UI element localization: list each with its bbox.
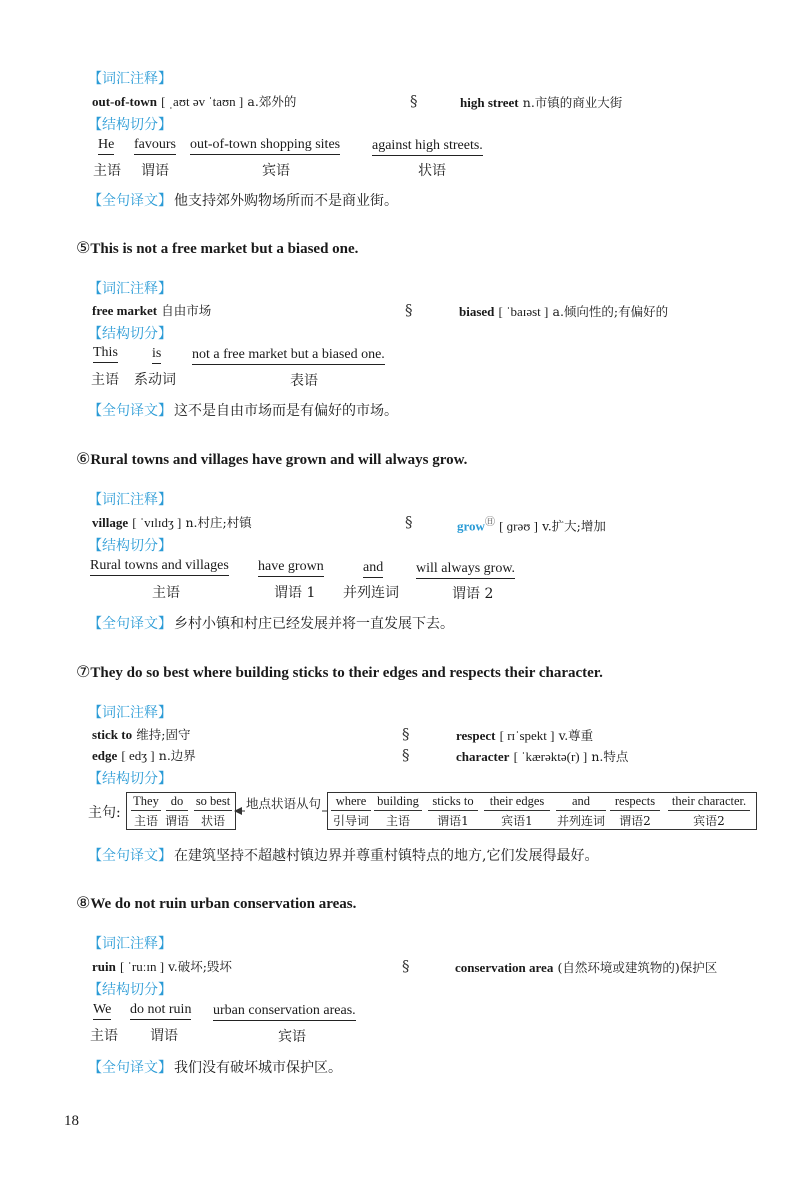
role-label: 谓语 (141, 163, 169, 179)
vocab-entry-ruin (92, 957, 232, 975)
vocab-label-4: 【词汇注释】 (88, 71, 172, 87)
vocab-ipa: [ rɪˈspekt ] (499, 728, 555, 743)
clause-cell-text: their edges (489, 794, 545, 808)
vocab-ipa: [ edʒ ] (121, 748, 155, 763)
sentence-number: ⑥ (76, 449, 91, 468)
page-number: 18 (64, 1113, 79, 1129)
main-cell-role: 主语 (133, 814, 158, 828)
vocab-entry-free-market (92, 301, 211, 319)
vocab-entry-respect (456, 726, 593, 744)
vocab-word: stick to (92, 727, 133, 742)
translation-7 (88, 845, 598, 865)
underline (556, 810, 606, 811)
clause-cell-text: respects (614, 794, 656, 808)
sentence-text: Rural towns and villages have grown and will always grow. (90, 452, 468, 468)
sentence-number: ⑧ (76, 893, 91, 912)
role-label: 主语 (90, 1028, 118, 1044)
role-label: 谓语 (150, 1028, 178, 1044)
separator-icon: § (410, 92, 418, 110)
vocab-definition: n.市镇的商业大街 (522, 95, 623, 110)
clause-cell-text: building (377, 794, 419, 808)
vocab-ipa: [ ˈbaɪəst ] (498, 304, 549, 319)
vocab-definition: n.特点 (591, 749, 629, 764)
translation-text: 这不是自由市场而是有偏好的市场。 (174, 403, 398, 419)
sentence-number: ⑤ (76, 238, 91, 257)
clause-cell-text: sticks to (432, 794, 474, 808)
translation-label: 【全句译文】 (88, 616, 172, 632)
translation-8 (88, 1057, 342, 1077)
structure-label-7: 【结构切分】 (88, 771, 172, 787)
main-cell-role: 谓语 (164, 814, 189, 828)
vocab-label-8: 【词汇注释】 (88, 936, 172, 952)
vocab-word: respect (456, 728, 496, 743)
vocab-definition: (自然环境或建筑物的)保护区 (557, 960, 718, 975)
translation-text: 乡村小镇和村庄已经发展并将一直发展下去。 (174, 616, 454, 632)
translation-label: 【全句译文】 (88, 1060, 172, 1076)
translation-5 (88, 400, 398, 420)
vocab-word: high street (460, 95, 519, 110)
vocab-definition: v.尊重 (558, 728, 594, 743)
sentence-5 (76, 238, 358, 258)
translation-text: 他支持郊外购物场所而不是商业街。 (174, 193, 398, 209)
vocab-entry-biased (459, 302, 668, 320)
role-label: 宾语 (262, 163, 290, 179)
clause-cell-role: 主语 (385, 814, 410, 828)
clause-cell-text: their character. (671, 794, 747, 808)
vocab-entry-grow (457, 513, 606, 534)
translation-label: 【全句译文】 (88, 848, 172, 864)
segment-predicate: do not ruin (130, 1002, 191, 1020)
high-frequency-icon: ㊐ (484, 517, 495, 528)
sentence-text: They do so best where building sticks to their edges and respects their character. (90, 665, 603, 681)
vocab-entry-village (92, 513, 252, 531)
separator-icon: § (402, 746, 410, 764)
segment-linking-verb: is (152, 346, 161, 364)
translation-4 (88, 190, 398, 210)
segment-object: out-of-town shopping sites (190, 137, 340, 155)
structure-label-8: 【结构切分】 (88, 982, 172, 998)
translation-label: 【全句译文】 (88, 193, 172, 209)
vocab-word: ruin (92, 959, 116, 974)
clause-cell-role: 宾语2 (693, 814, 725, 828)
vocab-definition: 自由市场 (161, 303, 212, 318)
role-label: 主语 (91, 372, 119, 388)
vocab-definition: v.破坏;毁坏 (168, 959, 232, 974)
underline (484, 810, 550, 811)
segment-predicate-1: have grown (258, 559, 324, 577)
vocab-word: character (456, 749, 510, 764)
structure-label-4: 【结构切分】 (88, 117, 172, 133)
clause-cell-role: 引导词 (332, 814, 369, 828)
main-cell-text: so best (195, 794, 231, 808)
segment-predicative: not a free market but a biased one. (192, 347, 385, 365)
vocab-entry-high-street (460, 93, 622, 111)
vocab-word: biased (459, 304, 495, 319)
translation-text: 我们没有破坏城市保护区。 (174, 1060, 342, 1076)
clause-cell-text: where (335, 794, 367, 808)
vocab-definition: v.扩大;增加 (542, 518, 606, 534)
structure-label-5: 【结构切分】 (88, 326, 172, 342)
vocab-label-5: 【词汇注释】 (88, 281, 172, 297)
vocab-definition: n.村庄;村镇 (185, 515, 252, 530)
translation-text: 在建筑坚持不超越村镇边界并尊重村镇特点的地方,它们发展得最好。 (174, 848, 599, 864)
vocab-word: free market (92, 303, 158, 318)
vocab-ipa: [ ˈkærəktə(r) ] (513, 749, 588, 764)
segment-subject: He (98, 137, 114, 155)
vocab-definition: n.边界 (158, 748, 196, 763)
translation-6 (88, 613, 454, 633)
underline (428, 810, 478, 811)
role-label: 宾语 (278, 1029, 306, 1045)
separator-icon: § (402, 957, 410, 975)
underline (331, 810, 371, 811)
clause-cell-role: 谓语2 (619, 814, 651, 828)
vocab-definition: 维持;固守 (136, 727, 191, 742)
vocab-word: village (92, 515, 129, 530)
vocab-entry-edge (92, 746, 196, 764)
role-label: 并列连词 (343, 585, 399, 601)
vocab-ipa: [ ˌaʊt əv ˈtaʊn ] (161, 94, 244, 109)
main-cell-text: They (133, 794, 159, 808)
underline (131, 810, 161, 811)
underline (610, 810, 660, 811)
separator-icon: § (402, 725, 410, 743)
vocab-definition: a.倾向性的;有偏好的 (552, 304, 669, 319)
segment-adverbial: against high streets. (372, 138, 483, 156)
vocab-label-6: 【词汇注释】 (88, 492, 172, 508)
role-label: 主语 (152, 585, 180, 601)
clause-cell-role: 宾语1 (501, 814, 533, 828)
segment-subject: We (93, 1002, 111, 1020)
main-clause-label: 主句: (88, 805, 121, 821)
underline (194, 810, 232, 811)
role-label: 表语 (290, 373, 318, 389)
vocab-entry-out-of-town (92, 92, 296, 110)
vocab-entry-character (456, 747, 628, 765)
vocab-definition: a.郊外的 (247, 94, 297, 109)
sentence-7 (76, 662, 603, 682)
separator-icon: § (405, 301, 413, 319)
vocab-word: out-of-town (92, 94, 157, 109)
role-label: 状语 (418, 163, 446, 179)
segment-subject: This (93, 345, 118, 363)
underline (166, 810, 188, 811)
sentence-text: This is not a free market but a biased one. (90, 241, 359, 257)
vocab-entry-stick-to (92, 725, 190, 743)
segment-object: urban conservation areas. (213, 1003, 356, 1021)
role-label: 谓语 2 (452, 586, 494, 602)
sentence-text: We do not ruin urban conservation areas. (90, 896, 357, 912)
sentence-8 (76, 893, 356, 913)
role-label: 主语 (93, 163, 121, 179)
vocab-ipa: [ ˈruːɪn ] (119, 959, 165, 974)
role-label: 谓语 1 (274, 585, 316, 601)
main-cell-text: do (170, 794, 184, 808)
vocab-label-7: 【词汇注释】 (88, 705, 172, 721)
underline (668, 810, 750, 811)
translation-label: 【全句译文】 (88, 403, 172, 419)
segment-conjunction: and (363, 560, 383, 578)
segment-predicate: favours (134, 137, 176, 155)
separator-icon: § (405, 513, 413, 531)
clause-type-label: 地点状语从句 (246, 796, 322, 811)
vocab-ipa: [ ˈvɪlɪdʒ ] (132, 515, 182, 530)
vocab-word: conservation area (455, 960, 554, 975)
structure-label-6: 【结构切分】 (88, 538, 172, 554)
sentence-number: ⑦ (76, 662, 91, 681)
vocab-word: grow (457, 518, 485, 534)
segment-predicate-2: will always grow. (416, 561, 515, 579)
clause-cell-role: 谓语1 (437, 814, 469, 828)
underline (374, 810, 422, 811)
vocab-word: edge (92, 748, 118, 763)
vocab-ipa: [ ɡrəʊ ] (499, 518, 538, 534)
clause-cell-text: and (571, 794, 591, 808)
main-cell-role: 状语 (200, 814, 225, 828)
sentence-6 (76, 449, 467, 469)
role-label: 系动词 (134, 372, 176, 388)
clause-cell-role: 并列连词 (556, 814, 605, 828)
segment-subject: Rural towns and villages (90, 558, 229, 576)
vocab-entry-conservation-area (455, 958, 717, 976)
